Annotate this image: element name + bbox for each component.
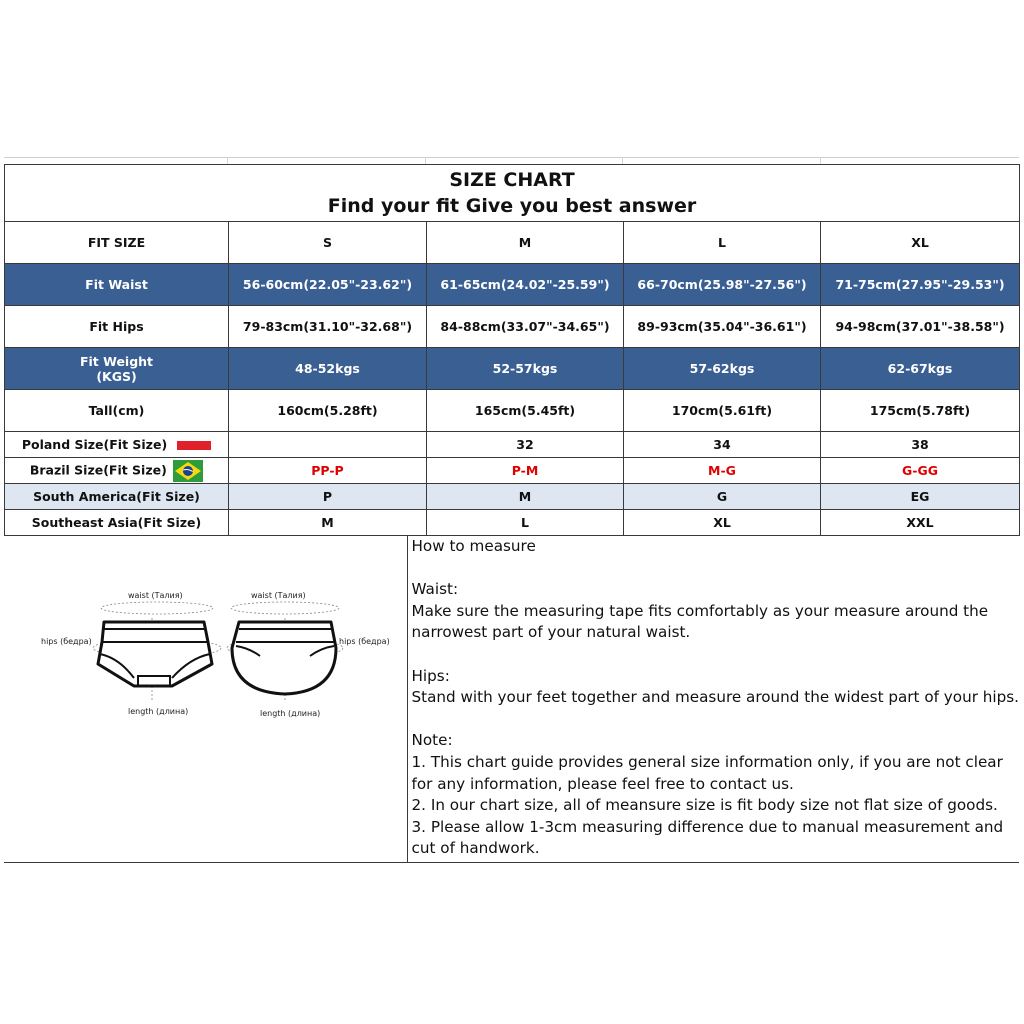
poland-label: Poland Size(Fit Size) xyxy=(21,437,168,452)
tall-row xyxy=(5,390,1020,432)
table-cell: 57-62kgs xyxy=(624,348,821,390)
poland-flag-icon xyxy=(177,441,211,450)
table-cell: 94-98cm(37.01"-38.58") xyxy=(821,306,1020,348)
table-cell: 38 xyxy=(821,432,1020,458)
weight-row xyxy=(5,348,1020,390)
hips-label-2: hips (бедра) xyxy=(339,637,390,646)
briefs-diagram-icon xyxy=(4,536,425,862)
table-cell: 48-52kgs xyxy=(229,348,427,390)
table-cell: M-G xyxy=(624,458,821,484)
size-s-header: S xyxy=(229,222,427,264)
length-label-2: length (длина) xyxy=(260,709,321,718)
size-m-header: M xyxy=(427,222,624,264)
instructions-heading: How to measure xyxy=(411,537,536,555)
table-cell: P-M xyxy=(427,458,624,484)
note-3a: 3. Please allow 1-3cm measuring difference due to manual measurement and xyxy=(411,817,1004,836)
table-cell: L xyxy=(427,510,624,536)
table-cell: 52-57kgs xyxy=(427,348,624,390)
row-label: Tall(cm) xyxy=(5,390,229,432)
size-table xyxy=(4,164,1020,536)
waist-text-line1: Make sure the measuring tape fits comfortably as your measure around the xyxy=(411,601,989,620)
table-cell: 61-65cm(24.02"-25.59") xyxy=(427,264,624,306)
weight-label-line1: Fit Weight xyxy=(79,353,154,369)
row-label: Fit Hips xyxy=(5,306,229,348)
chart-subtitle: Find your fit Give you best answer xyxy=(327,195,697,217)
table-cell: XXL xyxy=(821,510,1020,536)
table-cell: 165cm(5.45ft) xyxy=(427,390,624,432)
title-cell xyxy=(5,165,1020,222)
table-cell: G xyxy=(624,484,821,510)
brazil-label: Brazil Size(Fit Size) xyxy=(29,462,167,477)
hips-text-line1: Stand with your feet together and measure around the widest part of your hips. xyxy=(411,688,1019,707)
row-label xyxy=(5,458,229,484)
table-cell: EG xyxy=(821,484,1020,510)
measure-diagram xyxy=(4,536,408,862)
table-cell: 71-75cm(27.95"-29.53") xyxy=(821,264,1020,306)
chart-title: SIZE CHART xyxy=(449,169,575,191)
row-label: South America(Fit Size) xyxy=(5,484,229,510)
size-chart-sheet xyxy=(4,157,1019,863)
table-cell: 84-88cm(33.07"-34.65") xyxy=(427,306,624,348)
table-cell: M xyxy=(427,484,624,510)
size-l-header: L xyxy=(624,222,821,264)
hips-row xyxy=(5,306,1020,348)
size-xl-header: XL xyxy=(821,222,1020,264)
row-label: Southeast Asia(Fit Size) xyxy=(5,510,229,536)
header-label: FIT SIZE xyxy=(5,222,229,264)
hips-title: Hips: xyxy=(411,666,450,685)
header-row xyxy=(5,222,1020,264)
hips-label-1: hips (бедра) xyxy=(41,637,92,646)
waist-text-line2: narrowest part of your natural waist. xyxy=(411,623,691,642)
table-cell: 56-60cm(22.05"-23.62") xyxy=(229,264,427,306)
waist-title: Waist: xyxy=(411,580,459,599)
weight-label-line2: (KGS) xyxy=(96,368,137,384)
table-cell: 89-93cm(35.04"-36.61") xyxy=(624,306,821,348)
row-label xyxy=(5,432,229,458)
table-cell xyxy=(229,432,427,458)
note-1a: 1. This chart guide provides general size information only, if you are not clear xyxy=(411,752,1003,771)
table-cell: M xyxy=(229,510,427,536)
row-label: Fit Waist xyxy=(5,264,229,306)
table-cell: P xyxy=(229,484,427,510)
note-3b: cut of handwork. xyxy=(411,839,540,858)
row-label xyxy=(5,348,229,390)
poland-row xyxy=(5,432,1020,458)
table-cell: 160cm(5.28ft) xyxy=(229,390,427,432)
table-cell: 34 xyxy=(624,432,821,458)
table-cell: 62-67kgs xyxy=(821,348,1020,390)
south-america-row xyxy=(5,484,1020,510)
note-2: 2. In our chart size, all of meansure size is fit body size not flat size of goods. xyxy=(411,796,998,815)
table-cell: G-GG xyxy=(821,458,1020,484)
partial-row xyxy=(4,157,1019,164)
table-cell: XL xyxy=(624,510,821,536)
brazil-flag-icon xyxy=(173,460,203,482)
waist-label-1: waist (Талия) xyxy=(128,591,183,600)
length-label-1: length (длина) xyxy=(128,707,189,716)
brazil-row xyxy=(5,458,1020,484)
table-cell: 175cm(5.78ft) xyxy=(821,390,1020,432)
waist-label-2: waist (Талия) xyxy=(251,591,306,600)
table-cell: 79-83cm(31.10"-32.68") xyxy=(229,306,427,348)
table-cell: 170cm(5.61ft) xyxy=(624,390,821,432)
table-cell: PP-P xyxy=(229,458,427,484)
southeast-asia-row xyxy=(5,510,1020,536)
waist-row xyxy=(5,264,1020,306)
table-cell: 32 xyxy=(427,432,624,458)
note-title: Note: xyxy=(411,731,453,750)
measure-section xyxy=(4,536,1019,863)
note-1b: for any information, please feel free to contact us. xyxy=(411,774,794,793)
measure-instructions xyxy=(408,536,1019,862)
table-cell: 66-70cm(25.98"-27.56") xyxy=(624,264,821,306)
